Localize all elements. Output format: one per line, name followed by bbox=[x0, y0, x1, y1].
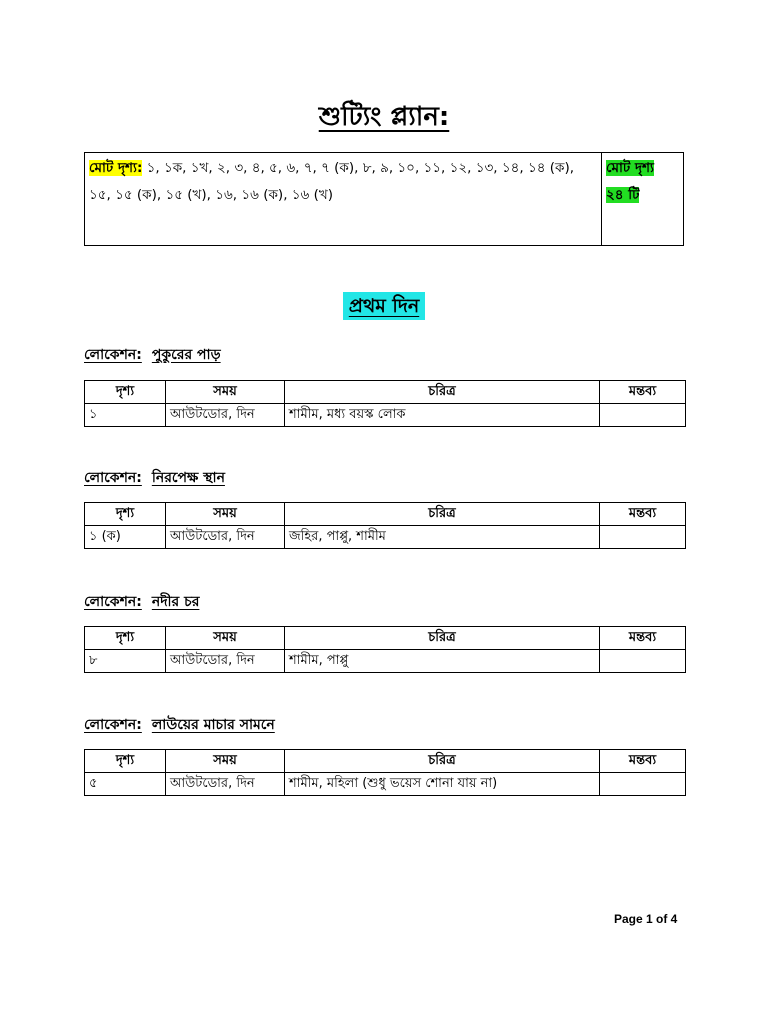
cell-scene: ১ bbox=[85, 404, 166, 427]
header-characters: চরিত্র bbox=[285, 750, 600, 773]
header-scene: দৃশ্য bbox=[85, 381, 166, 404]
header-remarks: মন্তব্য bbox=[600, 627, 686, 650]
scene-list: ১, ১ক, ১খ, ২, ৩, ৪, ৫, ৬, ৭, ৭ (ক), ৮, ৯, ১০, ১১, ১২, ১৩, ১৪, ১৪ (ক), ১৫, ১৫ (ক), ১৫ (খ), ১৬, ১৬ (ক), ১৬ (খ) bbox=[89, 160, 575, 203]
header-scene: দৃশ্য bbox=[85, 503, 166, 526]
scene-summary-table bbox=[84, 152, 684, 246]
location-heading: লোকেশন: নিরপেক্ষ স্থান bbox=[84, 470, 225, 486]
scene-list-cell bbox=[85, 153, 602, 246]
header-characters: চরিত্র bbox=[285, 627, 600, 650]
table-header-row bbox=[85, 381, 686, 404]
cell-scene: ৫ bbox=[85, 773, 166, 796]
cell-remarks bbox=[600, 404, 686, 427]
cell-time: আউটডোর, দিন bbox=[166, 650, 285, 673]
header-time: সময় bbox=[166, 750, 285, 773]
header-characters: চরিত্র bbox=[285, 381, 600, 404]
scene-table bbox=[84, 380, 686, 427]
table-header-row bbox=[85, 503, 686, 526]
cell-characters: শামীম, মধ্য বয়স্ক লোক bbox=[285, 404, 600, 427]
location-heading: লোকেশন: নদীর চর bbox=[84, 594, 200, 610]
cell-characters: শামীম, মহিলা (শুধু ভয়েস শোনা যায় না) bbox=[285, 773, 600, 796]
cell-remarks bbox=[600, 650, 686, 673]
header-characters: চরিত্র bbox=[285, 503, 600, 526]
scene-table bbox=[84, 749, 686, 796]
cell-characters: শামীম, পাপ্পু bbox=[285, 650, 600, 673]
header-scene: দৃশ্য bbox=[85, 627, 166, 650]
scene-table bbox=[84, 502, 686, 549]
table-header-row bbox=[85, 627, 686, 650]
total-count-cell bbox=[602, 153, 684, 246]
total-count-label: মোট দৃশ্য bbox=[606, 160, 654, 176]
cell-characters: জহির, পাপ্পু, শামীম bbox=[285, 526, 600, 549]
scene-table bbox=[84, 626, 686, 673]
table-row bbox=[85, 404, 686, 427]
cell-time: আউটডোর, দিন bbox=[166, 773, 285, 796]
header-scene: দৃশ্য bbox=[85, 750, 166, 773]
cell-time: আউটডোর, দিন bbox=[166, 404, 285, 427]
location-heading: লোকেশন: লাউয়ের মাচার সামনে bbox=[84, 717, 275, 733]
header-time: সময় bbox=[166, 503, 285, 526]
header-time: সময় bbox=[166, 627, 285, 650]
total-count-value: ২৪ টি bbox=[606, 187, 640, 203]
total-scenes-label: মোট দৃশ্য: bbox=[89, 160, 143, 176]
cell-scene: ১ (ক) bbox=[85, 526, 166, 549]
table-row bbox=[85, 773, 686, 796]
cell-time: আউটডোর, দিন bbox=[166, 526, 285, 549]
day-heading: প্রথম দিন bbox=[0, 292, 768, 324]
header-remarks: মন্তব্য bbox=[600, 381, 686, 404]
table-row bbox=[85, 650, 686, 673]
page-number: Page 1 of 4 bbox=[614, 912, 678, 926]
page-title: শুট্যিং প্ল্যান: bbox=[318, 102, 450, 132]
cell-remarks bbox=[600, 773, 686, 796]
header-remarks: মন্তব্য bbox=[600, 750, 686, 773]
table-header-row bbox=[85, 750, 686, 773]
location-heading: লোকেশন: পুকুরের পাড় bbox=[84, 347, 221, 363]
cell-remarks bbox=[600, 526, 686, 549]
table-row bbox=[85, 526, 686, 549]
header-remarks: মন্তব্য bbox=[600, 503, 686, 526]
cell-scene: ৮ bbox=[85, 650, 166, 673]
header-time: সময় bbox=[166, 381, 285, 404]
